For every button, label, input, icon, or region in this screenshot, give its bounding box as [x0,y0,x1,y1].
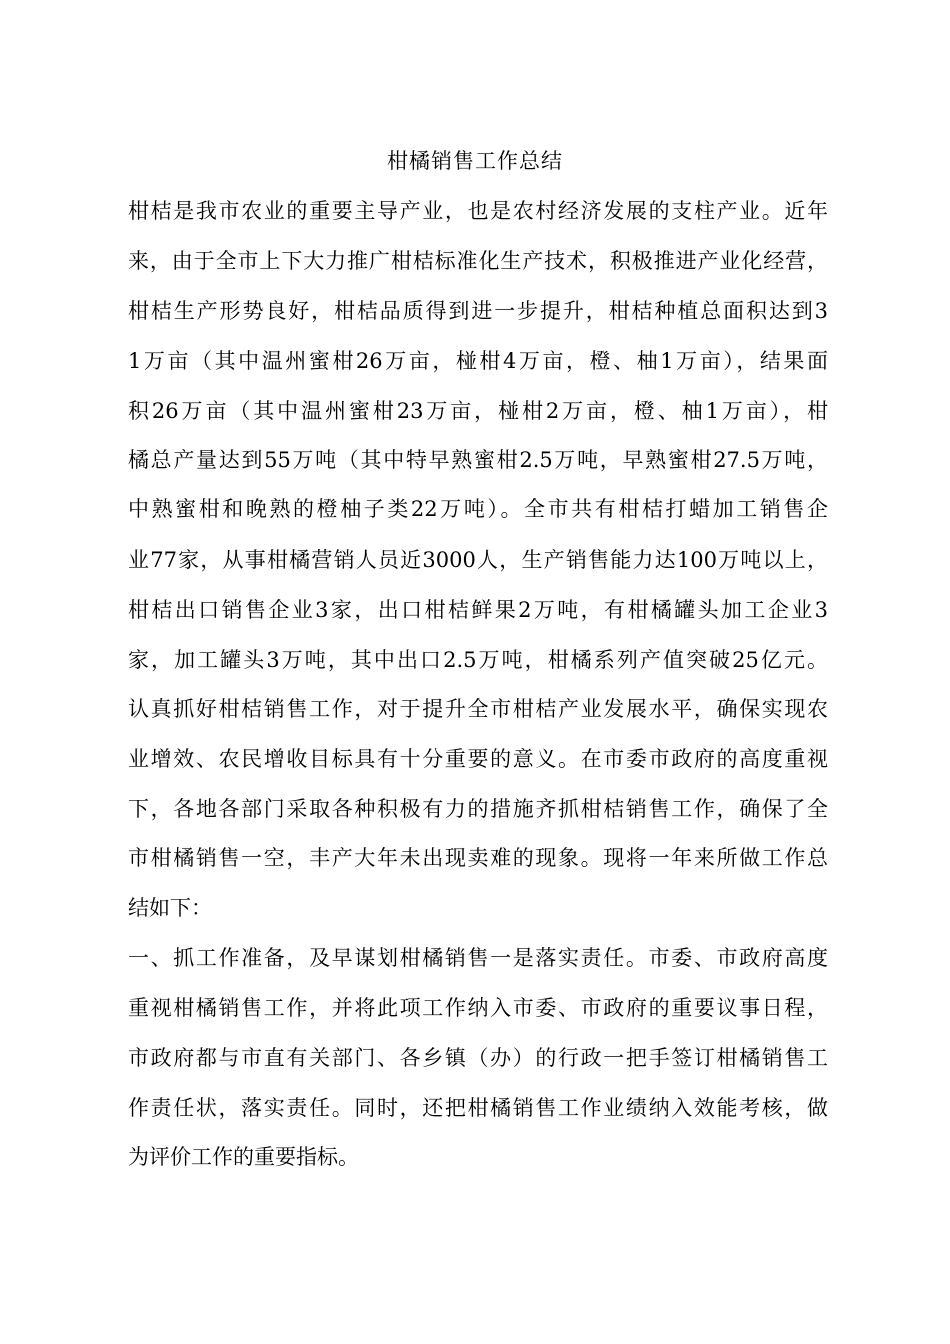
paragraph-line: 市政府都与市直有关部门、各乡镇（办）的行政一把手签订柑橘销售工 [128,1046,828,1070]
paragraph-line: 业增效、农民增收目标具有十分重要的意义。在市委市政府的高度重视 [128,747,828,771]
paragraph-line: 重视柑橘销售工作，并将此项工作纳入市委、市政府的重要议事日程， [128,996,828,1020]
paragraph-line: 1万亩（其中温州蜜柑26万亩，椪柑4万亩，橙、柚1万亩），结果面 [128,349,828,373]
paragraph-line: 业77家，从事柑橘营销人员近3000人，生产销售能力达100万吨以上， [128,548,828,572]
paragraph-line: 一、抓工作准备，及早谋划柑橘销售一是落实责任。市委、市政府高度 [128,946,828,970]
paragraph-line: 中熟蜜柑和晚熟的橙柚子类22万吨）。全市共有柑桔打蜡加工销售企 [128,497,828,521]
paragraph-line: 来，由于全市上下大力推广柑桔标准化生产技术，积极推进产业化经营， [128,249,828,273]
paragraph-line: 下，各地各部门采取各种积极有力的措施齐抓柑桔销售工作，确保了全 [128,797,828,821]
paragraph-line: 橘总产量达到55万吨（其中特早熟蜜柑2.5万吨，早熟蜜柑27.5万吨， [128,448,828,472]
paragraph-line: 柑桔出口销售企业3家，出口柑桔鲜果2万吨，有柑橘罐头加工企业3 [128,598,828,622]
paragraph-line: 为评价工作的重要指标。 [128,1145,359,1169]
paragraph-line: 积26万亩（其中温州蜜柑23万亩，椪柑2万亩，橙、柚1万亩），柑 [128,399,828,423]
paragraph-line: 柑桔生产形势良好，柑桔品质得到进一步提升，柑桔种植总面积达到3 [128,299,828,323]
paragraph-line: 认真抓好柑桔销售工作，对于提升全市柑桔产业发展水平，确保实现农 [128,697,828,721]
paragraph-line: 结如下： [128,896,212,920]
paragraph-line: 作责任状，落实责任。同时，还把柑橘销售工作业绩纳入效能考核，做 [128,1096,828,1120]
paragraph-line: 家，加工罐头3万吨，其中出口2.5万吨，柑橘系列产值突破25亿元。 [128,648,828,672]
paragraph-line: 市柑橘销售一空，丰产大年未出现卖难的现象。现将一年来所做工作总 [128,846,828,870]
document-title: 柑橘销售工作总结 [387,149,563,173]
paragraph-line: 柑桔是我市农业的重要主导产业，也是农村经济发展的支柱产业。近年 [128,199,828,223]
